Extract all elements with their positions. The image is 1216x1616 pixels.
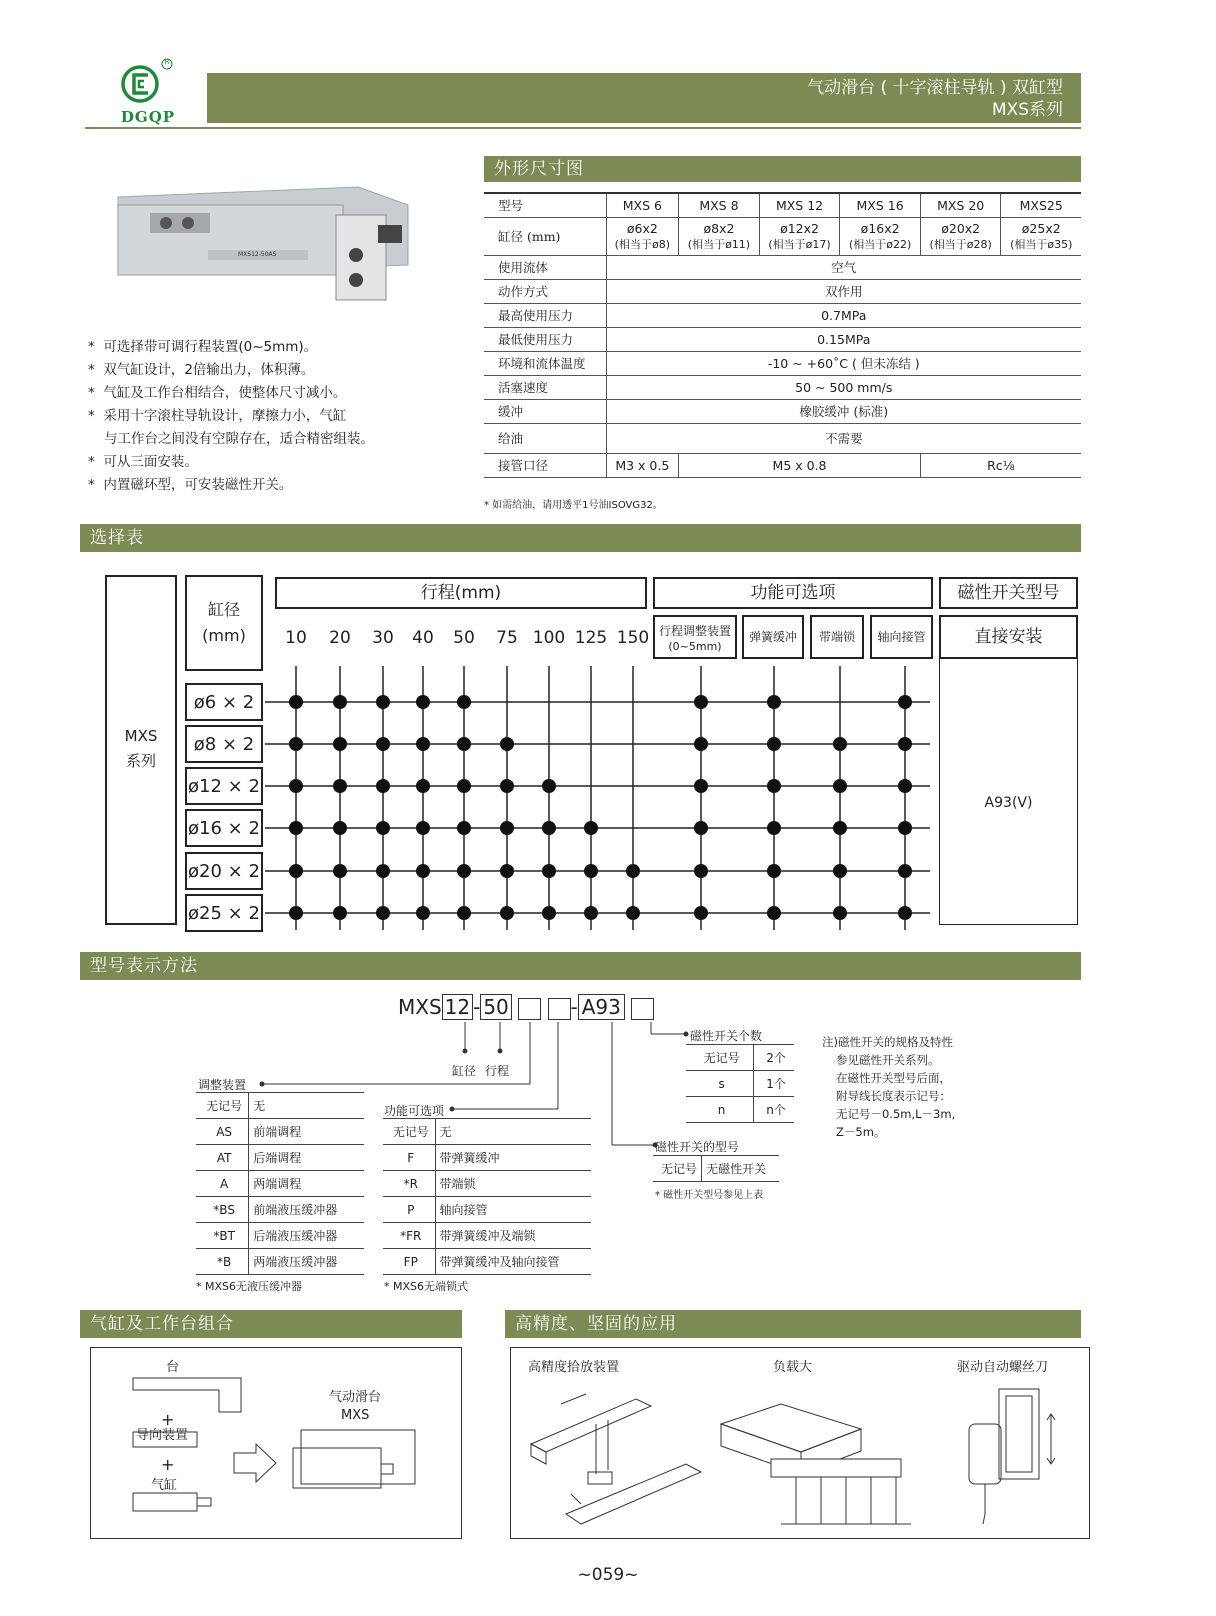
code-switch-box: A93 (578, 994, 625, 1020)
count-table: 无记号 2个 s 1个 n n个 (686, 1044, 794, 1123)
bore-label: ø8 × 2 (185, 725, 263, 763)
app-screwdriver-label: 驱动自动螺丝刀 (957, 1360, 1049, 1375)
func-note: * MXS6无端锁式 (384, 1280, 469, 1293)
stroke-label: 40 (412, 628, 434, 648)
code-prefix: MXS (398, 995, 442, 1019)
heavy-load-illustration (711, 1384, 941, 1534)
bore-label: ø12 × 2 (185, 767, 263, 805)
adjust-title: 调整装置 (198, 1078, 247, 1092)
stroke-header: 行程(mm) (275, 577, 647, 609)
feature-item: * 可选择带可调行程装置(0~5mm)。 (88, 339, 318, 355)
section-model-notation: 型号表示方法 (80, 952, 1081, 980)
feature-bullet: * (88, 362, 95, 378)
bore-label: ø6 × 2 (185, 683, 263, 721)
bore-header: 缸径 (mm) (185, 575, 263, 671)
feature-item: * 可从三面安装。 (88, 454, 198, 470)
stroke-label: 150 (616, 628, 650, 648)
count-title: 磁性开关个数 (690, 1029, 763, 1043)
feature-bullet: * (88, 477, 95, 493)
feature-bullet: * (88, 385, 95, 401)
code-bore-box: 12 (442, 994, 473, 1020)
feature-item: * 双气缸设计，2倍输出力，体积薄。 (88, 362, 315, 378)
switch-remark: 注)磁性开关的规格及特性 参见磁性开关系列。 在磁性开关型号后面， 附导线长度表示记号： 无记号－0.5m,L－3m, Z－5m。 (822, 1035, 956, 1139)
page-subtitle: MXS系列 (991, 100, 1063, 120)
stroke-label: 50 (453, 628, 475, 648)
func-title: 功能可选项 (384, 1104, 445, 1118)
combo-plus: + (161, 1455, 175, 1474)
feature-item: * 内置磁环型，可安装磁性开关。 (88, 477, 293, 493)
series-label: MXS (124, 727, 158, 745)
combo-plus: + (161, 1410, 175, 1429)
code-stroke-box: 50 (480, 994, 511, 1020)
product-label: MXS12-50AS (238, 251, 277, 258)
adjust-note: * MXS6无液压缓冲器 (196, 1280, 303, 1293)
app-heavy-load-label: 负载大 (773, 1360, 813, 1375)
swtype-title: 磁性开关的型号 (655, 1140, 740, 1154)
bore-label: ø16 × 2 (185, 809, 263, 847)
combination-diagram (91, 1348, 463, 1540)
stroke-label: 30 (372, 628, 394, 648)
bore-label: ø20 × 2 (185, 852, 263, 890)
code-dash: - (570, 995, 578, 1019)
func-table: 无记号 无 F 带弹簧缓冲 *R 带端锁 P 轴向接管 *FR 带弹簧缓冲及端锁 FP 带弹簧缓冲及轴向接管 (383, 1118, 591, 1275)
stroke-label: 100 (532, 628, 566, 648)
stroke-label: 75 (496, 628, 518, 648)
combo-result-label: 气动滑台 (329, 1390, 382, 1405)
bore-label: ø25 × 2 (185, 894, 263, 932)
option-end-lock: 带端锁 (810, 615, 864, 659)
feature-bullet: * (88, 454, 95, 470)
option-stroke-adjust: 行程调整装置 (0~5mm) (653, 615, 737, 659)
application-panel (510, 1347, 1090, 1539)
stroke-code-label: 行程 (485, 1064, 510, 1078)
brand-name: DGQP (120, 108, 176, 126)
code-dash: - (473, 995, 481, 1019)
section-combination: 气缸及工作台组合 (80, 1310, 462, 1338)
pick-place-illustration (526, 1384, 706, 1534)
stroke-label: 20 (329, 628, 351, 648)
combo-table-label: 台 (166, 1360, 180, 1375)
section-dimensions: 外形尺寸图 (484, 156, 1081, 182)
spec-table: 型号 MXS 6 MXS 8 MXS 12 MXS 16 MXS 20 MXS25 缸径 (mm) ø6x2 (相当于ø8) ø8x2 (相当于ø11) ø12x2 (相当于ø17) ø16x2 (相当于ø22) ø20x2 (相当于ø28) ø25x2 (相当于ø35) 使用流体 空气 动作方式 双作用 最高使用压力 0.7MPa 最低使用压力 0.15MPa 环境和流体温度 -10 ~ +60˚C ( 但未冻结 ) 活塞速度 50 ~ 500 mm/s 缓冲 橡胶缓冲 (标准) 给油 不需要 接管口径 M3 x 0.5 M5 x 0.8 Rc⅛ (484, 192, 1081, 478)
spec-note: * 如需给油，请用透平1号油ISOVG32。 (484, 500, 663, 511)
series-label-2: 系列 (125, 752, 156, 770)
feature-item: * 气缸及工作台相结合，使整体尺寸减小。 (88, 385, 347, 401)
stroke-label: 125 (574, 628, 608, 648)
swtype-table: 无记号 无磁性开关 (653, 1155, 779, 1182)
swtype-note: * 磁性开关型号参见上表 (655, 1190, 764, 1201)
feature-item: 与工作台之间没有空隙存在，适合精密组装。 (104, 431, 374, 447)
option-axial-port: 轴向接管 (870, 615, 933, 659)
stroke-label: 10 (285, 628, 307, 648)
app-pick-place-label: 高精度拾放装置 (528, 1360, 620, 1375)
page-number: ~059~ (577, 1565, 639, 1585)
switch-subheader: 直接安装 (939, 615, 1078, 659)
combo-result-model: MXS (341, 1408, 370, 1423)
switch-value: A93(V) (984, 795, 1033, 811)
adjust-table: 无记号 无 AS 前端调程 AT 后端调程 A 两端调程 *BS 前端液压缓冲器 *BT 后端液压缓冲器 *B 两端液压缓冲器 (196, 1092, 364, 1275)
section-selection: 选择表 (80, 524, 1081, 552)
registered-mark: R (164, 58, 170, 66)
feature-item: * 采用十字滚柱导轨设计，摩擦力小，气缸 (88, 408, 347, 424)
bore-code-label: 缸径 (452, 1064, 477, 1078)
combo-cylinder-label: 气缸 (151, 1478, 178, 1493)
switch-header: 磁性开关型号 (939, 577, 1078, 609)
feature-bullet: * (88, 339, 95, 355)
option-spring-cushion: 弹簧缓冲 (742, 615, 804, 659)
combo-guide-label: 导向装置 (136, 1428, 189, 1443)
section-application: 高精度、坚固的应用 (505, 1310, 1081, 1338)
screwdriver-illustration (951, 1384, 1081, 1534)
combination-panel (90, 1347, 462, 1539)
page-title: 气动滑台 ( 十字滚柱导轨 ) 双缸型 (807, 78, 1063, 98)
feature-bullet: * (88, 408, 95, 424)
option-header: 功能可选项 (653, 577, 933, 609)
